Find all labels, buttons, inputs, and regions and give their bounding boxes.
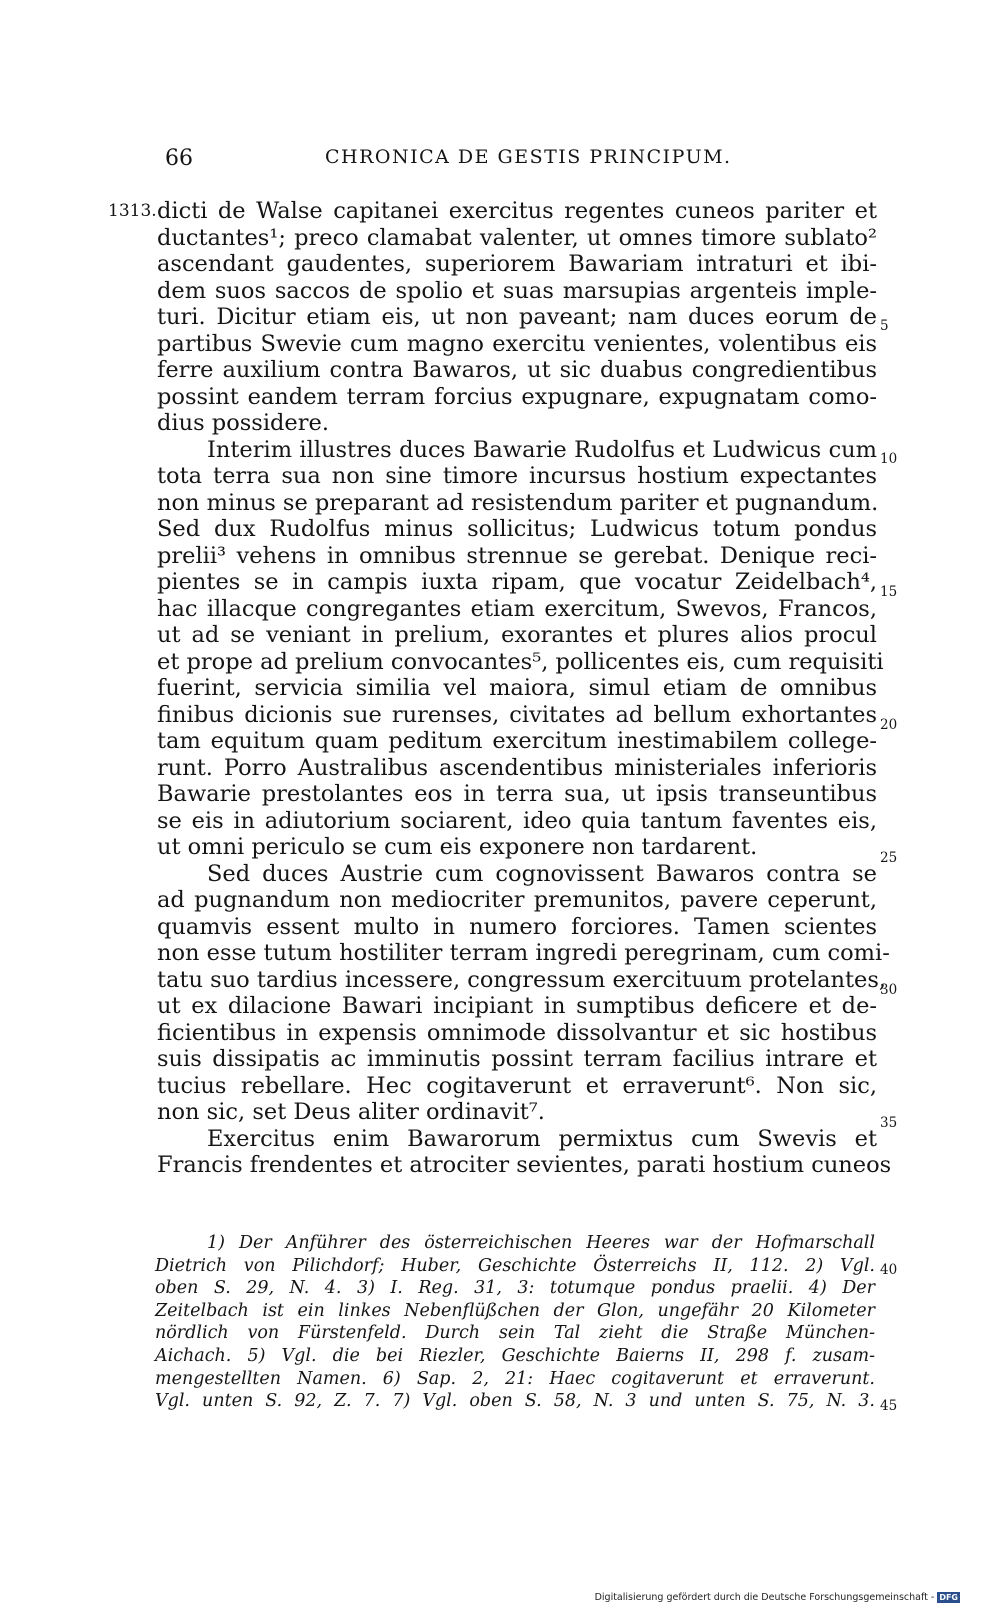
text-line: non esse tutum hostiliter terram ingredi peregrinam, cum comi- bbox=[157, 940, 890, 966]
text-line: suis dissipatis ac imminutis possint terram facilius intrare et bbox=[157, 1046, 877, 1072]
text-line: ut omni periculo se cum eis exponere non tardarent. bbox=[157, 834, 758, 860]
dfg-logo: DFG bbox=[939, 1593, 958, 1602]
text-line: finibus dicionis sue rurenses, civitates ad bellum exhortantes bbox=[157, 701, 877, 728]
text-line: turi. Dicitur etiam eis, ut non paveant; nam duces eorum de bbox=[157, 304, 877, 330]
text-line: Bawarie prestolantes eos in terra sua, ut ipsis transeuntibus bbox=[157, 781, 877, 807]
text-line: se eis in adiutorium sociarent, ideo quia tantum faventes eis, bbox=[157, 807, 877, 834]
text-line: runt. Porro Australibus ascendentibus ministeriales inferioris bbox=[157, 754, 877, 781]
footnote-line: Vgl. unten S. 92, Z. 7. 7) Vgl. oben S. 58, N. 3 und unten S. 75, N. 3. bbox=[155, 1391, 875, 1412]
line-number: 40 bbox=[880, 1262, 898, 1278]
text-line: tucius rebellare. Hec cogitaverunt et erraverunt⁶. Non sic, bbox=[157, 1072, 877, 1099]
text-line: quamvis essent multo in numero forciores. Tamen scientes bbox=[157, 913, 877, 940]
text-line: dicti de Walse capitanei exercitus regentes cuneos pariter et bbox=[157, 198, 877, 224]
text-line: ascendant gaudentes, superiorem Bawariam intraturi et ibi- bbox=[157, 251, 877, 277]
text-line: ad pugnandum non mediocriter premunitos, pavere ceperunt, bbox=[157, 887, 877, 913]
text-line: Sed duces Austrie cum cognovissent Bawaros contra se bbox=[207, 860, 877, 887]
footnote-line: 1) Der Anführer des österreichischen Heeres war der Hofmarschall bbox=[207, 1233, 875, 1253]
text-line: prelii³ vehens in omnibus strennue se gerebat. Denique reci- bbox=[157, 542, 877, 569]
text-line: ut ad se veniant in prelium, exorantes et plures alios procul bbox=[157, 622, 877, 648]
line-number: 10 bbox=[880, 451, 898, 467]
text-line: ficientibus in expensis omnimode dissolvantur et sic hostibus bbox=[157, 1019, 877, 1046]
line-number: 35 bbox=[880, 1115, 898, 1131]
footnote-line: mengestellten Namen. 6) Sap. 2, 21: Haec cogitaverunt et erraverunt. bbox=[155, 1368, 875, 1389]
text-line: dius possidere. bbox=[157, 410, 329, 436]
text-line: tam equitum quam peditum exercitum inestimabilem college- bbox=[157, 728, 877, 754]
text-line: tatu suo tardius incessere, congressum exercituum protelantes, bbox=[157, 966, 887, 993]
line-number: 20 bbox=[880, 717, 898, 733]
page-number: 66 bbox=[165, 146, 193, 171]
footnote-line: oben S. 29, N. 4. 3) I. Reg. 31, 3: totumque pondus praelii. 4) Der bbox=[155, 1278, 875, 1299]
footnote-line: nördlich von Fürstenfeld. Durch sein Tal zieht die Straße München- bbox=[155, 1323, 875, 1344]
text-line: possint eandem terram forcius expugnare, expugnatam como- bbox=[157, 383, 877, 410]
text-line: non sic, set Deus aliter ordinavit⁷. bbox=[157, 1099, 545, 1125]
text-line: fuerint, servicia similia vel maiora, simul etiam de omnibus bbox=[157, 675, 877, 701]
text-line: ductantes¹; preco clamabat valenter, ut omnes timore sublato² bbox=[157, 224, 877, 251]
text-line: ferre auxilium contra Bawaros, ut sic duabus congredientibus bbox=[157, 357, 877, 383]
line-number: 30 bbox=[880, 982, 898, 998]
line-number: 45 bbox=[880, 1398, 898, 1414]
footnote-line: Zeitelbach ist ein linkes Nebenflüßchen der Glon, ungefähr 20 Kilometer bbox=[155, 1300, 875, 1321]
footnote-line: Dietrich von Pilichdorf; Huber, Geschichte Österreichs II, 112. 2) Vgl. bbox=[155, 1255, 875, 1276]
text-line: dem suos saccos de spolio et suas marsupias argenteis imple- bbox=[157, 277, 877, 304]
text-line: Sed dux Rudolfus minus sollicitus; Ludwicus totum pondus bbox=[157, 516, 877, 542]
line-number: 5 bbox=[880, 318, 889, 334]
page-header bbox=[165, 146, 875, 178]
text-line: et prope ad prelium convocantes⁵, pollicentes eis, cum requisiti bbox=[157, 648, 884, 675]
footnote-line: Aichach. 5) Vgl. die bei Riezler, Geschichte Baierns II, 298 f. zusam- bbox=[155, 1345, 875, 1366]
text-line: partibus Swevie cum magno exercitu venientes, volentibus eis bbox=[157, 330, 877, 357]
digitization-credit bbox=[595, 1592, 960, 1603]
text-line: Exercitus enim Bawarorum permixtus cum Swevis et bbox=[207, 1125, 877, 1152]
text-line: tota terra sua non sine timore incursus hostium expectantes bbox=[157, 463, 877, 489]
running-title: CHRONICA DE GESTIS PRINCIPUM. bbox=[325, 146, 732, 168]
margin-year: 1313. bbox=[108, 201, 157, 221]
text-line: hac illacque congregantes etiam exercitum, Swevos, Francos, bbox=[157, 595, 877, 622]
text-line: non minus se preparant ad resistendum pariter et pugnandum. bbox=[157, 489, 879, 516]
line-number: 15 bbox=[880, 584, 898, 600]
line-number: 25 bbox=[880, 850, 898, 866]
footnotes bbox=[155, 1232, 875, 1413]
text-line: Francis frendentes et atrociter sevientes, parati hostium cuneos bbox=[157, 1152, 892, 1178]
credit-text: Digitalisierung gefördert durch die Deutsche Forschungsgemeinschaft - bbox=[594, 1592, 935, 1603]
text-line: pientes se in campis iuxta ripam, que vocatur Zeidelbach⁴, bbox=[157, 569, 877, 595]
text-line: ut ex dilacione Bawari incipiant in sumptibus deficere et de- bbox=[157, 993, 877, 1019]
text-line: Interim illustres duces Bawarie Rudolfus et Ludwicus cum bbox=[207, 436, 877, 463]
